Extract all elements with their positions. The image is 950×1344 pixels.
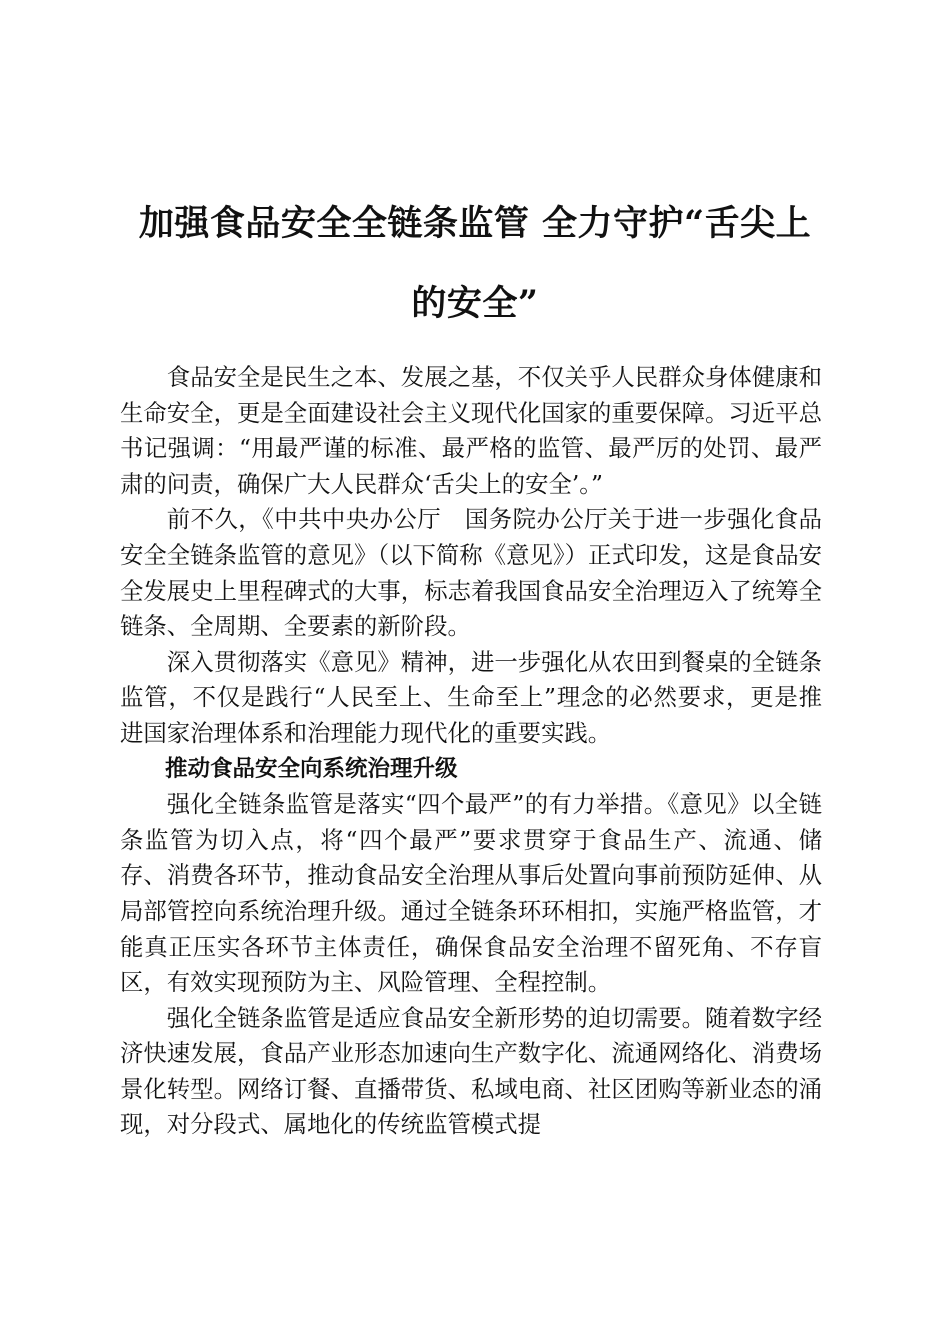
- section-heading: 推动食品安全向系统治理升级: [165, 755, 458, 782]
- document-body: [120, 360, 822, 1143]
- paragraph-3: 深入贯彻落实《意见》精神，进一步强化从农田到餐桌的全链条监管，不仅是践行“人民至上、生命至上”理念的必然要求，更是推进国家治理体系和治理能力现代化的重要实践。: [120, 647, 822, 747]
- document-title: [110, 184, 840, 344]
- paragraph-2: 前不久，《中共中央办公厅 国务院办公厅关于进一步强化食品安全全链条监管的意见》（以下简称《意见》）正式印发，这是食品安全发展史上里程碑式的大事，标志着我国食品安全治理迈入了统筹全链条、全周期、全要素的新阶段。: [120, 505, 822, 641]
- section-paragraph-2: 强化全链条监管是适应食品安全新形势的迫切需要。随着数字经济快速发展，食品产业形态加速向生产数字化、流通网络化、消费场景化转型。网络订餐、直播带货、私域电商、社区团购等新业态的涌现，对分段式、属地化的传统监管模式提: [120, 1003, 822, 1139]
- title-line-1: 加强食品安全全链条监管 全力守护“舌尖上: [138, 203, 812, 244]
- paragraph-1: 食品安全是民生之本、发展之基，不仅关乎人民群众身体健康和生命安全，更是全面建设社会主义现代化国家的重要保障。习近平总书记强调：“用最严谨的标准、最严格的监管、最严厉的处罚、最严肃的问责，确保广大人民群众‘舌尖上的安全’。”: [120, 363, 822, 498]
- section-paragraph-1: 强化全链条监管是落实“四个最严”的有力举措。《意见》以全链条监管为切入点，将“四个最严”要求贯穿于食品生产、流通、储存、消费各环节，推动食品安全治理从事后处置向事前预防延伸、从局部管控向系统治理升级。通过全链条环环相扣，实施严格监管，才能真正压实各环节主体责任，确保食品安全治理不留死角、不存盲区，有效实现预防为主、风险管理、全程控制。: [120, 790, 822, 997]
- title-line-2: 的安全”: [411, 283, 539, 324]
